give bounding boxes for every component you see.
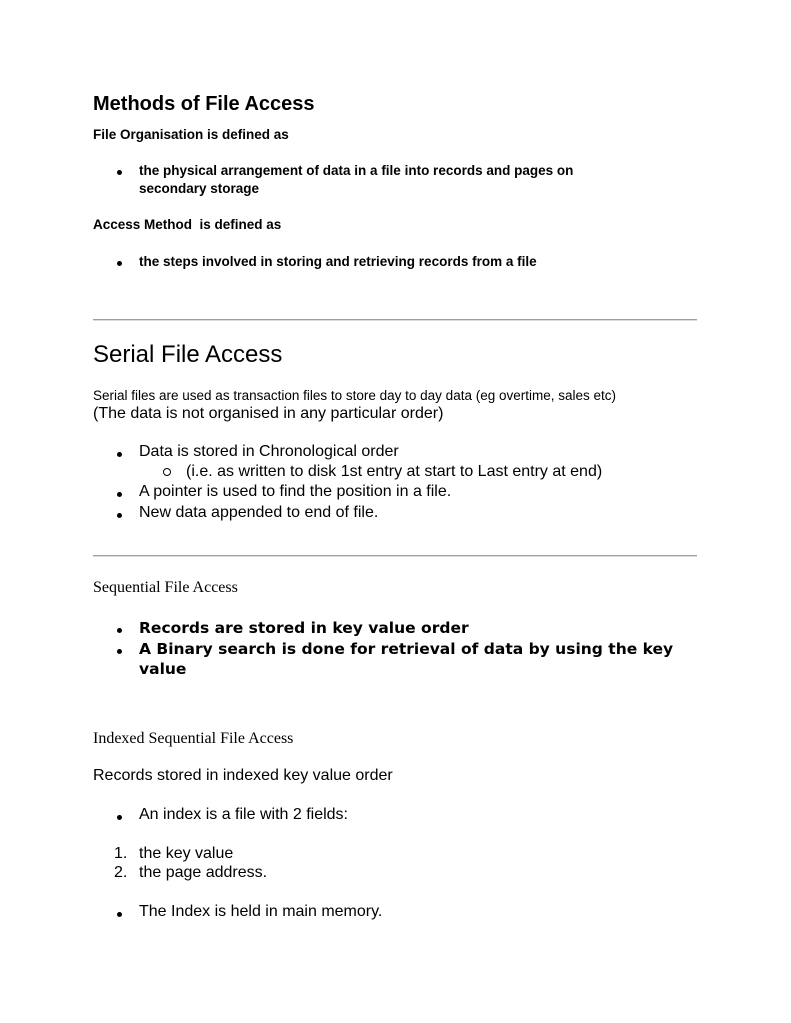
indexed-bullet-2: The Index is held in main memory. <box>139 903 383 920</box>
serial-item-2: A pointer is used to find the position in a file. <box>139 483 452 500</box>
bullet-icon <box>117 452 122 457</box>
access-def-item: the steps involved in storing and retrieving records from a file <box>139 254 537 269</box>
bullet-icon <box>117 815 122 820</box>
sequential-item-2-line1: A Binary search is done for retrieval of data by using the key <box>139 640 674 658</box>
bullet-icon <box>117 912 122 917</box>
serial-item-1: Data is stored in Chronological order <box>139 443 399 460</box>
list-number: 2. <box>114 864 128 881</box>
bullet-icon <box>117 170 122 175</box>
bullet-icon <box>117 261 122 266</box>
section-title-serial: Serial File Access <box>93 341 283 368</box>
horizontal-rule <box>93 555 697 557</box>
serial-intro-line2: (The data is not organised in any particular order) <box>93 405 444 422</box>
serial-intro-line1: Serial files are used as transaction files to store day to day data (eg overtime, sales etc) <box>93 388 617 403</box>
bullet-icon <box>117 628 122 633</box>
org-def-label: File Organisation is defined as <box>93 127 289 142</box>
bullet-icon <box>117 513 122 518</box>
list-number: 1. <box>114 845 128 862</box>
indexed-intro: Records stored in indexed key value order <box>93 767 393 784</box>
indexed-numbered-2: the page address. <box>139 864 268 881</box>
bullet-icon <box>117 492 122 497</box>
org-def-item-line1: the physical arrangement of data in a file into records and pages on <box>139 163 574 178</box>
org-def-item-line2: secondary storage <box>139 181 260 196</box>
serial-subitem-1: (i.e. as written to disk 1st entry at start to Last entry at end) <box>186 463 603 480</box>
indexed-bullet-1: An index is a file with 2 fields: <box>139 806 348 823</box>
section-title-indexed: Indexed Sequential File Access <box>93 730 294 747</box>
sequential-item-2-line2: value <box>139 660 187 678</box>
access-def-label: Access Method is defined as <box>93 217 282 232</box>
section-title-methods: Methods of File Access <box>93 93 315 115</box>
bullet-icon <box>117 649 122 654</box>
serial-item-3: New data appended to end of file. <box>139 504 379 521</box>
circle-bullet-icon <box>163 468 171 476</box>
sequential-item-1: Records are stored in key value order <box>139 619 469 637</box>
indexed-numbered-1: the key value <box>139 845 234 862</box>
section-title-sequential: Sequential File Access <box>93 579 238 596</box>
horizontal-rule <box>93 319 697 321</box>
